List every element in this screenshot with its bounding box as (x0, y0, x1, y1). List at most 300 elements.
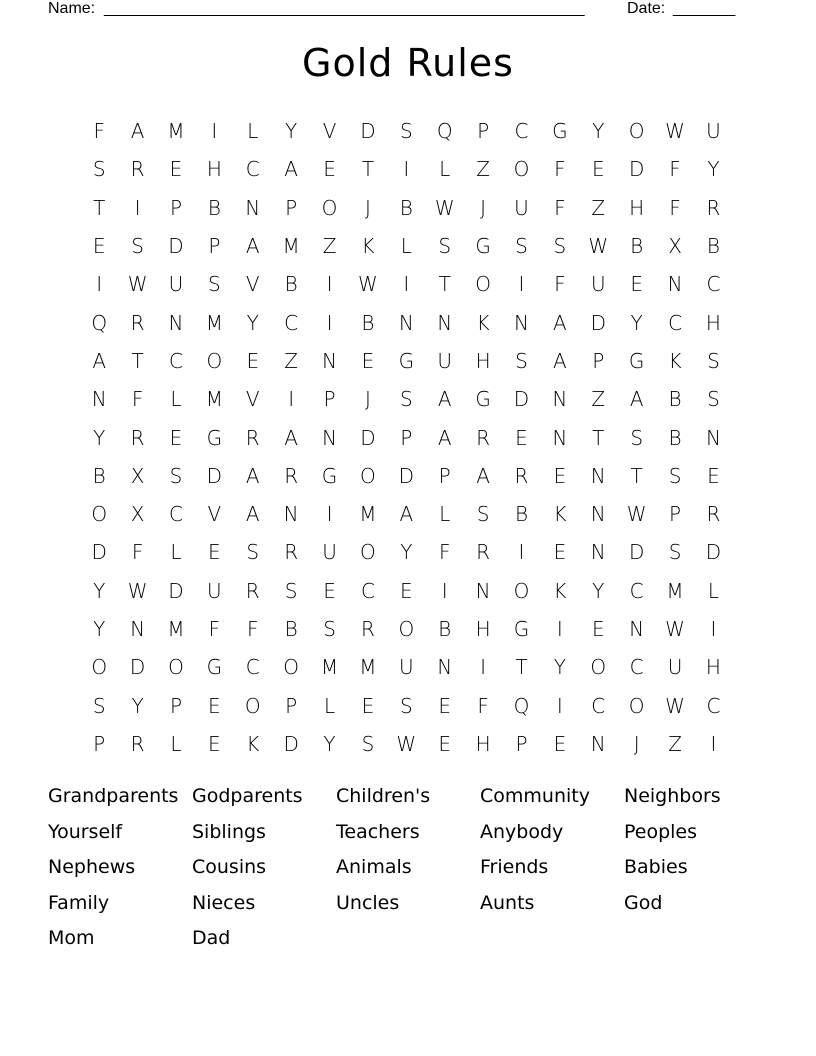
grid-letter[interactable]: F (131, 540, 144, 565)
grid-letter[interactable]: L (439, 157, 451, 182)
grid-letter[interactable]: N (437, 310, 453, 335)
grid-letter[interactable]: D (168, 234, 184, 259)
grid-letter[interactable]: W (665, 693, 685, 718)
grid-letter[interactable]: I (710, 617, 717, 641)
grid-letter[interactable]: D (705, 540, 722, 565)
grid-letter[interactable]: S (92, 693, 106, 718)
grid-letter[interactable]: A (284, 157, 298, 182)
grid-letter[interactable]: H (475, 617, 491, 641)
grid-letter[interactable]: C (168, 502, 183, 527)
grid-letter[interactable]: I (403, 157, 410, 182)
grid-letter[interactable]: C (668, 310, 683, 335)
grid-letter[interactable]: D (513, 387, 530, 412)
grid-letter[interactable]: R (514, 463, 529, 488)
grid-letter[interactable]: E (553, 463, 567, 488)
grid-letter[interactable]: T (131, 348, 144, 373)
grid-letter[interactable]: N (245, 195, 261, 220)
grid-letter[interactable]: R (245, 425, 260, 450)
grid-letter[interactable]: O (360, 463, 376, 488)
grid-letter[interactable]: A (284, 425, 298, 450)
grid-letter[interactable]: S (630, 425, 644, 450)
grid-letter[interactable]: A (130, 119, 145, 144)
grid-letter[interactable]: Q (436, 119, 453, 144)
grid-letter[interactable]: M (205, 310, 223, 335)
grid-letter[interactable]: P (323, 387, 336, 412)
grid-letter[interactable]: I (518, 540, 525, 565)
grid-letter[interactable]: G (206, 655, 223, 680)
grid-letter[interactable]: J (480, 195, 487, 220)
grid-letter[interactable]: S (131, 234, 144, 259)
grid-letter[interactable]: B (207, 195, 221, 220)
grid-letter[interactable]: U (207, 578, 222, 603)
grid-letter[interactable]: H (206, 157, 222, 182)
grid-letter[interactable]: W (665, 617, 685, 641)
grid-letter[interactable]: N (667, 272, 683, 297)
grid-letter[interactable]: S (399, 387, 413, 412)
word-list-item: Aunts (480, 891, 535, 914)
grid-letter[interactable]: R (360, 617, 375, 641)
grid-letter[interactable]: F (438, 540, 451, 565)
grid-letter[interactable]: B (92, 463, 106, 488)
grid-letter[interactable]: A (629, 387, 644, 412)
grid-letter[interactable]: T (630, 463, 643, 488)
grid-letter[interactable]: S (553, 234, 567, 259)
grid-letter[interactable]: B (514, 502, 529, 527)
grid-letter[interactable]: B (399, 195, 413, 220)
grid-letter[interactable]: B (706, 234, 720, 259)
grid-letter[interactable]: S (323, 617, 336, 641)
grid-letter[interactable]: Y (285, 119, 298, 144)
grid-letter[interactable]: L (170, 387, 182, 412)
grid-letter[interactable]: P (515, 731, 528, 756)
grid-letter[interactable]: T (515, 655, 528, 680)
grid-letter[interactable]: S (668, 463, 682, 488)
grid-letter[interactable]: O (398, 617, 415, 641)
grid-letter[interactable]: U (168, 272, 184, 297)
grid-letter[interactable]: N (91, 387, 107, 412)
grid-letter[interactable]: I (403, 272, 410, 297)
grid-letter[interactable]: N (437, 655, 453, 680)
grid-letter[interactable]: A (245, 234, 260, 259)
grid-letter[interactable]: N (514, 310, 529, 335)
grid-letter[interactable]: M (666, 578, 684, 603)
grid-letter[interactable]: B (284, 272, 298, 297)
grid-letter[interactable]: P (285, 693, 298, 718)
word-list-item: Cousins (192, 856, 267, 878)
grid-letter[interactable]: R (245, 578, 260, 603)
grid-letter[interactable]: U (590, 272, 606, 297)
grid-letter[interactable]: G (206, 425, 223, 450)
grid-letter[interactable]: T (438, 272, 451, 297)
grid-letter[interactable]: E (553, 731, 567, 756)
grid-letter[interactable]: O (321, 195, 338, 220)
grid-letter[interactable]: D (360, 119, 376, 144)
grid-letter[interactable]: I (326, 310, 333, 335)
grid-letter[interactable]: F (208, 617, 221, 641)
grid-letter[interactable]: F (131, 387, 144, 412)
grid-letter[interactable]: L (323, 693, 336, 718)
grid-letter[interactable]: F (477, 693, 489, 718)
grid-letter[interactable]: E (591, 617, 605, 641)
grid-letter[interactable]: S (246, 540, 260, 565)
grid-letter[interactable]: X (668, 234, 682, 259)
grid-letter[interactable]: O (590, 655, 607, 680)
grid-letter[interactable]: I (326, 272, 333, 297)
grid-letter[interactable]: D (283, 731, 299, 756)
grid-letter[interactable]: P (93, 731, 106, 756)
grid-letter[interactable]: V (322, 119, 337, 144)
grid-letter[interactable]: V (245, 387, 260, 412)
grid-letter[interactable]: R (476, 425, 491, 450)
grid-letter[interactable]: C (514, 119, 529, 144)
grid-letter[interactable]: F (93, 119, 105, 144)
grid-letter[interactable]: Z (591, 195, 606, 220)
grid-letter[interactable]: C (168, 348, 183, 373)
grid-letter[interactable]: S (284, 578, 298, 603)
grid-letter[interactable]: A (553, 348, 567, 373)
grid-letter[interactable]: Y (400, 540, 413, 565)
grid-letter[interactable]: U (706, 119, 721, 144)
grid-letter[interactable]: B (361, 310, 375, 335)
grid-letter[interactable]: D (628, 540, 645, 565)
grid-letter[interactable]: E (323, 157, 336, 182)
grid-letter[interactable]: N (590, 731, 606, 756)
grid-letter[interactable]: D (91, 540, 107, 565)
grid-letter[interactable]: E (438, 731, 452, 756)
grid-letter[interactable]: R (284, 463, 299, 488)
grid-letter[interactable]: F (669, 195, 681, 220)
grid-letter[interactable]: E (630, 272, 643, 297)
grid-letter[interactable]: A (476, 463, 490, 488)
grid-letter[interactable]: U (399, 655, 414, 680)
grid-letter[interactable]: U (322, 540, 337, 565)
grid-letter[interactable]: G (628, 348, 645, 373)
grid-letter[interactable]: F (669, 157, 681, 182)
grid-letter[interactable]: T (361, 157, 375, 182)
grid-letter[interactable]: L (170, 540, 182, 565)
grid-letter[interactable]: R (706, 502, 721, 527)
grid-letter[interactable]: R (284, 540, 299, 565)
grid-letter[interactable]: N (590, 463, 606, 488)
grid-letter[interactable]: E (169, 157, 183, 182)
grid-letter[interactable]: N (552, 425, 568, 450)
grid-letter[interactable]: D (129, 655, 146, 680)
grid-letter[interactable]: D (360, 425, 376, 450)
grid-letter[interactable]: Y (592, 578, 605, 603)
grid-letter[interactable]: U (667, 655, 683, 680)
grid-letter[interactable]: B (668, 425, 682, 450)
grid-letter[interactable]: O (360, 540, 376, 565)
grid-letter[interactable]: N (398, 310, 414, 335)
grid-letter[interactable]: S (668, 540, 682, 565)
grid-letter[interactable]: E (591, 157, 605, 182)
grid-letter[interactable]: E (208, 693, 221, 718)
grid-row (80, 725, 734, 763)
grid-letter[interactable]: H (705, 655, 721, 680)
grid-letter[interactable]: K (668, 348, 682, 373)
grid-letter[interactable]: C (360, 578, 375, 603)
word-list-item: Siblings (192, 820, 266, 843)
grid-letter[interactable]: Y (93, 425, 106, 450)
grid-letter[interactable]: P (477, 119, 490, 144)
grid-letter[interactable]: W (127, 272, 148, 297)
grid-letter[interactable]: M (359, 655, 377, 680)
grid-letter[interactable]: A (92, 348, 107, 373)
grid-letter[interactable]: D (398, 463, 415, 488)
grid-letter[interactable]: C (706, 693, 721, 718)
grid-letter[interactable]: E (707, 463, 720, 488)
grid-letter[interactable]: G (321, 463, 338, 488)
grid-letter[interactable]: M (320, 655, 339, 680)
grid-letter[interactable]: K (361, 234, 375, 259)
grid-letter[interactable]: S (169, 463, 183, 488)
grid-letter[interactable]: B (284, 617, 298, 641)
grid-letter[interactable]: I (518, 272, 525, 297)
grid-letter[interactable]: O (513, 157, 530, 182)
grid-letter[interactable]: T (592, 425, 605, 450)
grid-letter[interactable]: R (130, 731, 145, 756)
grid-letter[interactable]: O (91, 502, 108, 527)
grid-letter[interactable]: F (554, 157, 566, 182)
grid-letter[interactable]: R (130, 310, 145, 335)
grid-letter[interactable]: W (396, 731, 417, 756)
grid-letter[interactable]: E (323, 578, 336, 603)
grid-letter[interactable]: L (247, 119, 259, 144)
grid-letter[interactable]: E (208, 731, 221, 756)
grid-letter[interactable]: Y (553, 655, 566, 680)
grid-letter[interactable]: E (246, 348, 260, 373)
grid-letter[interactable]: A (437, 387, 452, 412)
grid-letter[interactable]: O (91, 655, 108, 680)
grid-letter[interactable]: A (399, 502, 414, 527)
grid-letter[interactable]: E (515, 425, 528, 450)
word-list-item: Anybody (480, 820, 564, 843)
grid-letter[interactable]: S (515, 234, 528, 259)
grid-letter[interactable]: K (246, 731, 260, 756)
grid-letter[interactable]: O (628, 119, 645, 144)
grid-letter[interactable]: L (439, 502, 451, 527)
grid-letter[interactable]: X (130, 502, 145, 527)
grid-letter[interactable]: Z (284, 348, 298, 373)
grid-letter[interactable]: K (476, 310, 490, 335)
grid-letter[interactable]: Y (592, 119, 605, 144)
grid-letter[interactable]: S (707, 387, 720, 412)
grid-letter[interactable]: Y (707, 157, 720, 182)
date-field-line[interactable]: _______ (673, 0, 736, 17)
grid-letter[interactable]: H (629, 195, 645, 220)
name-field-line[interactable]: ______________________________________________________ (104, 0, 585, 17)
grid-letter[interactable]: V (207, 502, 222, 527)
grid-letter[interactable]: J (364, 387, 371, 412)
grid-letter[interactable]: N (130, 617, 146, 641)
grid-letter[interactable]: K (553, 578, 567, 603)
grid-letter[interactable]: M (205, 387, 223, 412)
grid-letter[interactable]: I (211, 119, 218, 144)
grid-letter[interactable]: W (665, 119, 685, 144)
grid-letter[interactable]: S (361, 731, 375, 756)
grid-letter[interactable]: W (434, 195, 455, 220)
grid-letter[interactable]: Y (93, 578, 106, 603)
word-list-item: Babies (624, 856, 688, 878)
grid-letter[interactable]: T (93, 195, 106, 220)
grid-letter[interactable]: O (168, 655, 184, 680)
grid-letter[interactable]: O (244, 693, 261, 718)
grid-letter[interactable]: I (710, 731, 717, 756)
grid-letter[interactable]: W (588, 234, 609, 259)
grid-letter[interactable]: H (705, 310, 721, 335)
grid-letter[interactable]: Z (476, 157, 490, 182)
grid-letter[interactable]: C (591, 693, 606, 718)
grid-letter[interactable]: P (169, 693, 182, 718)
grid-letter[interactable]: N (552, 387, 568, 412)
grid-letter[interactable]: C (629, 578, 644, 603)
grid-letter[interactable]: R (476, 540, 491, 565)
grid-letter[interactable]: Y (131, 693, 144, 718)
grid-letter[interactable]: N (705, 425, 721, 450)
grid-letter[interactable]: N (168, 310, 184, 335)
grid-letter[interactable]: S (208, 272, 221, 297)
grid-letter[interactable]: I (556, 693, 563, 718)
page-title: Gold Rules (302, 41, 514, 85)
grid-letter[interactable]: S (476, 502, 490, 527)
grid-letter[interactable]: Z (322, 234, 337, 259)
grid-letter[interactable]: G (475, 387, 491, 412)
grid-letter[interactable]: I (556, 617, 563, 641)
grid-letter[interactable]: F (554, 195, 566, 220)
grid-letter[interactable]: R (130, 157, 145, 182)
grid-letter[interactable]: E (92, 234, 106, 259)
grid-letter[interactable]: D (206, 463, 223, 488)
grid-letter[interactable]: S (515, 348, 528, 373)
grid-letter[interactable]: I (480, 655, 487, 680)
grid-letter[interactable]: S (438, 234, 452, 259)
grid-letter[interactable]: N (322, 348, 338, 373)
grid-letter[interactable]: G (513, 617, 530, 641)
grid-letter[interactable]: N (590, 502, 606, 527)
grid-letter[interactable]: D (590, 310, 606, 335)
grid-letter[interactable]: Q (513, 693, 530, 718)
grid-letter[interactable]: A (245, 463, 260, 488)
grid-letter[interactable]: D (628, 157, 645, 182)
grid-letter[interactable]: F (554, 272, 566, 297)
grid-letter[interactable]: P (592, 348, 605, 373)
grid-letter[interactable]: V (245, 272, 260, 297)
grid-letter[interactable]: M (167, 617, 185, 641)
grid-letter[interactable]: D (168, 578, 184, 603)
grid-letter[interactable]: E (400, 578, 413, 603)
grid-row (80, 342, 734, 380)
grid-letter[interactable]: L (400, 234, 412, 259)
grid-letter[interactable]: J (364, 195, 371, 220)
grid-letter[interactable]: Y (93, 617, 106, 641)
grid-letter[interactable]: M (359, 502, 377, 527)
grid-letter[interactable]: X (130, 463, 145, 488)
grid-letter[interactable]: S (92, 157, 106, 182)
grid-letter[interactable]: N (629, 617, 645, 641)
grid-letter[interactable]: Z (668, 731, 682, 756)
grid-letter[interactable]: S (707, 348, 720, 373)
grid-letter[interactable]: P (400, 425, 413, 450)
grid-letter[interactable]: P (438, 463, 451, 488)
grid-letter[interactable]: O (283, 655, 300, 680)
grid-letter[interactable]: C (629, 655, 644, 680)
grid-letter[interactable]: E (169, 425, 183, 450)
grid-letter[interactable]: B (668, 387, 682, 412)
grid-letter[interactable]: J (633, 731, 640, 756)
grid-letter[interactable]: Y (246, 310, 259, 335)
grid-letter[interactable]: G (398, 348, 415, 373)
grid-letter[interactable]: K (553, 502, 567, 527)
grid-letter[interactable]: Y (630, 310, 643, 335)
grid-letter[interactable]: W (358, 272, 378, 297)
grid-letter[interactable]: P (285, 195, 298, 220)
grid-letter[interactable]: Z (591, 387, 606, 412)
grid-letter[interactable]: P (208, 234, 221, 259)
grid-letter[interactable]: W (127, 578, 148, 603)
grid-letter[interactable]: E (361, 348, 375, 373)
grid-letter[interactable]: R (706, 195, 721, 220)
grid-letter[interactable]: U (437, 348, 453, 373)
grid-letter[interactable]: U (514, 195, 529, 220)
grid-letter[interactable]: A (245, 502, 260, 527)
grid-letter[interactable]: O (475, 272, 491, 297)
grid-letter[interactable]: H (475, 731, 491, 756)
grid-letter[interactable]: C (245, 157, 260, 182)
grid-letter[interactable]: O (206, 348, 223, 373)
grid-letter[interactable]: L (707, 578, 720, 603)
grid-letter[interactable]: P (669, 502, 682, 527)
grid-letter[interactable]: Q (91, 310, 108, 335)
grid-letter[interactable]: I (441, 578, 448, 603)
grid-letter[interactable]: A (437, 425, 452, 450)
grid-letter[interactable]: N (322, 425, 338, 450)
grid-letter[interactable]: E (553, 540, 567, 565)
grid-letter[interactable]: S (399, 693, 413, 718)
grid-letter[interactable]: O (628, 693, 645, 718)
grid-row (80, 495, 734, 533)
grid-letter[interactable]: P (169, 195, 182, 220)
grid-letter[interactable]: E (438, 693, 452, 718)
grid-letter[interactable]: I (326, 502, 333, 527)
grid-letter[interactable]: S (399, 119, 413, 144)
grid-letter[interactable]: C (706, 272, 721, 297)
grid-letter[interactable]: E (361, 693, 375, 718)
grid-letter[interactable]: N (475, 578, 491, 603)
grid-letter[interactable]: M (167, 119, 185, 144)
grid-letter[interactable]: H (475, 348, 491, 373)
grid-letter[interactable]: L (170, 731, 182, 756)
grid-letter[interactable]: C (245, 655, 260, 680)
grid-letter[interactable]: C (284, 310, 299, 335)
grid-letter[interactable]: W (626, 502, 647, 527)
grid-letter[interactable]: G (552, 119, 568, 144)
grid-letter[interactable]: F (247, 617, 259, 641)
grid-letter[interactable]: B (630, 234, 644, 259)
grid-letter[interactable]: I (134, 195, 141, 220)
grid-letter[interactable]: A (553, 310, 567, 335)
grid-letter[interactable]: I (288, 387, 295, 412)
grid-letter[interactable]: B (438, 617, 452, 641)
grid-letter[interactable]: I (96, 272, 103, 297)
grid-letter[interactable]: G (475, 234, 491, 259)
grid-letter[interactable]: E (208, 540, 221, 565)
grid-letter[interactable]: R (130, 425, 145, 450)
grid-letter[interactable]: Y (323, 731, 336, 756)
grid-letter[interactable]: N (283, 502, 299, 527)
grid-letter[interactable]: M (282, 234, 300, 259)
grid-letter[interactable]: O (513, 578, 530, 603)
grid-letter[interactable]: N (590, 540, 606, 565)
